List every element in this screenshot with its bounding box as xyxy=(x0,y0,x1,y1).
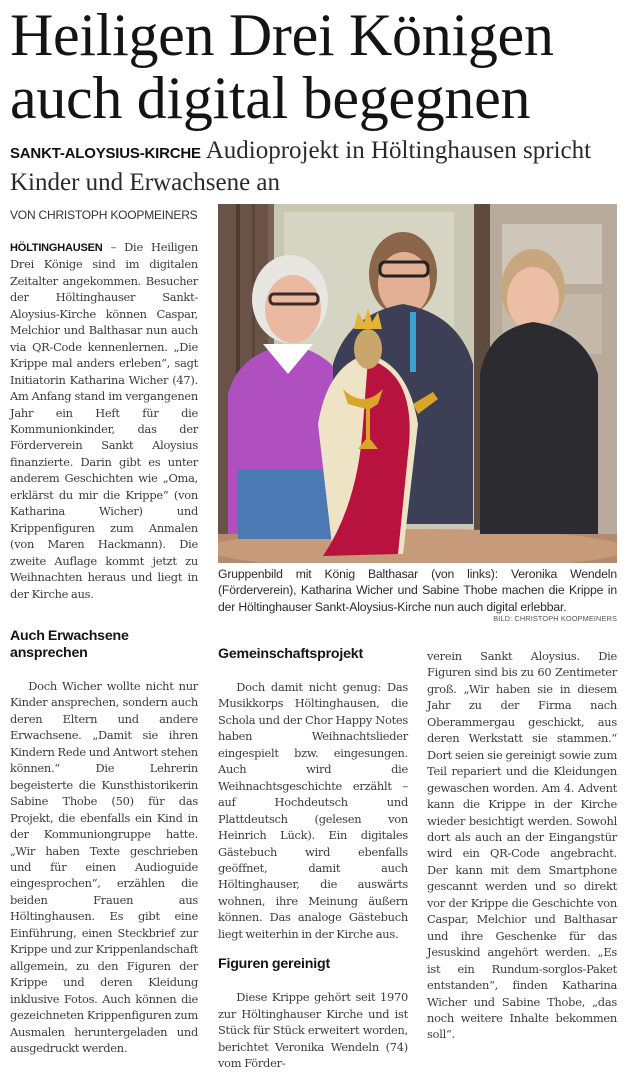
kicker: SANKT-ALOYSIUS-KIRCHE xyxy=(10,145,201,162)
column-1-section xyxy=(10,628,198,1056)
column-1-intro xyxy=(10,239,198,602)
article-photo xyxy=(218,204,617,563)
section-heading-erwachsene: Auch Erwachsene ansprechen xyxy=(10,628,129,661)
column-2 xyxy=(218,646,408,1072)
headline xyxy=(10,4,620,130)
section-paragraph-gemeinschaftsprojekt: Doch damit nicht genug: Das Musikkorps Höltinghausen, die Schola und der Chor Happy Notes haben Weihnachtslieder eingespielt bzw. eingesungen. Auch wird die Weihnachtsgeschichte erzählt – auf Hochdeutsch und Plattdeutsch (gelesen von Heinrich Lück). Ein digitales Gästebuch wird ebenfalls geöffnet, damit auch Höltinghauser, die auswärts wohnen, ihre Meinung äußern können. Das analoge Gästebuch liegt weiterhin in der Kirche aus. xyxy=(218,680,408,941)
group-photo-illustration xyxy=(218,204,617,563)
section-paragraph-figuren-part2: verein Sankt Aloysius. Die Figuren sind bis zu 60 Zentimeter groß. „Wir haben sie in diesem Jahr zu der Firma nach Oberammergau geschickt, aus deren Werkstatt sie stammen.“ Dort seien sie gereinigt sowie zum Teil repariert und die Kleidungen gewaschen worden. Am 4. Advent kann die Krippe in der Kirche wieder besichtigt werden. Sowohl dort als auch an der Eingangstür wird ein QR-Code angebracht. Der kann mit dem Smartphone gescannt werden und so direkt vor der Krippe die Geschichte von Caspar, Melchior und Balthasar und ihre Geschenke für das Jesuskind angehört werden. „Es ist ein Rundum-sorglos-Paket entstanden“, finden Katharina Wicher und Sabine Thobe, „das noch weitere Inhalte bekommen soll“. xyxy=(427,649,617,1042)
section-paragraph-figuren-part1: Diese Krippe gehört seit 1970 zur Höltinghauser Kirche und ist Stück für Stück erweitert worden, berichtet Veronika Wendeln (74) vom Förder- xyxy=(218,990,408,1071)
headline-line-1: Heiligen Drei Königen xyxy=(10,2,554,68)
intro-paragraph: – Die Heiligen Drei Könige sind im digitalen Zeitalter angekommen. Besucher der Höltinghauser Sankt-Aloysius-Kirche können Caspar, Melchior und Balthasar nun auch via QR-Code kennenlernen. „Die Krippe mal anders erleben“, sagt Initiatorin Katharina Wicher (47). Am Anfang stand im vergangenen Jahr ein Heft für die Kommunionkinder, das der Förderverein Sankt Aloysius finanzierte. Darin gibt es unter anderem Geschichten wie „Oma, erklärst du mir die Krippe“ (von Katharina Wicher) und Krippenfiguren zum Anmalen (von Maren Hackmann). Die zweite Auflage kommt jetzt zu Weihnachten heraus und liegt in der Kirche aus. xyxy=(10,240,198,601)
section-paragraph-erwachsene: Doch Wicher wollte nicht nur Kinder ansprechen, sondern auch deren Eltern und andere Erwachsene. „Damit sie ihren Kindern Rede und Antwort stehen können.“ Die Lehrerin begeisterte die Kunsthistorikerin Sabine Thobe (50) für das Projekt, die ebenfalls ein Kind in der Kommuniongruppe hatte. „Wir haben Texte geschrieben und für einen Audioguide eingesprochen“, erzählen die beiden Frauen aus Höltinghausen. Es gibt eine Einführung, einen Steckbrief zur Krippe und zur Krippenlandschaft allgemein, zu den Figuren der Krippe und deren Kleidung inklusive Fotos. Auch können die gezeichneten Krippenfiguren zum Ausmalen heruntergeladen und ausgedruckt werden. xyxy=(10,679,198,1055)
dateline: HÖLTINGHAUSEN xyxy=(10,242,103,254)
photo-credit: BILD: CHRISTOPH KOOPMEINERS xyxy=(493,614,617,623)
subheadline-text: Audioprojekt in Höltinghausen spricht Kinder und Erwachsene an xyxy=(10,137,592,196)
column-3 xyxy=(427,648,617,1043)
headline-line-2: auch digital begegnen xyxy=(10,65,531,131)
byline: VON CHRISTOPH KOOPMEINERS xyxy=(10,208,198,222)
subheadline xyxy=(10,136,620,197)
photo-caption: Gruppenbild mit König Balthasar (von links): Veronika Wendeln (Förderverein), Katharina Wicher und Sabine Thobe machen die Krippe in der Höltinghauser Sankt-Aloysius-Kirche nun auch digital erlebbar. xyxy=(218,567,617,614)
section-heading-gemeinschaftsprojekt: Gemeinschaftsprojekt xyxy=(218,646,364,662)
section-heading-figuren: Figuren gereinigt xyxy=(218,956,330,973)
